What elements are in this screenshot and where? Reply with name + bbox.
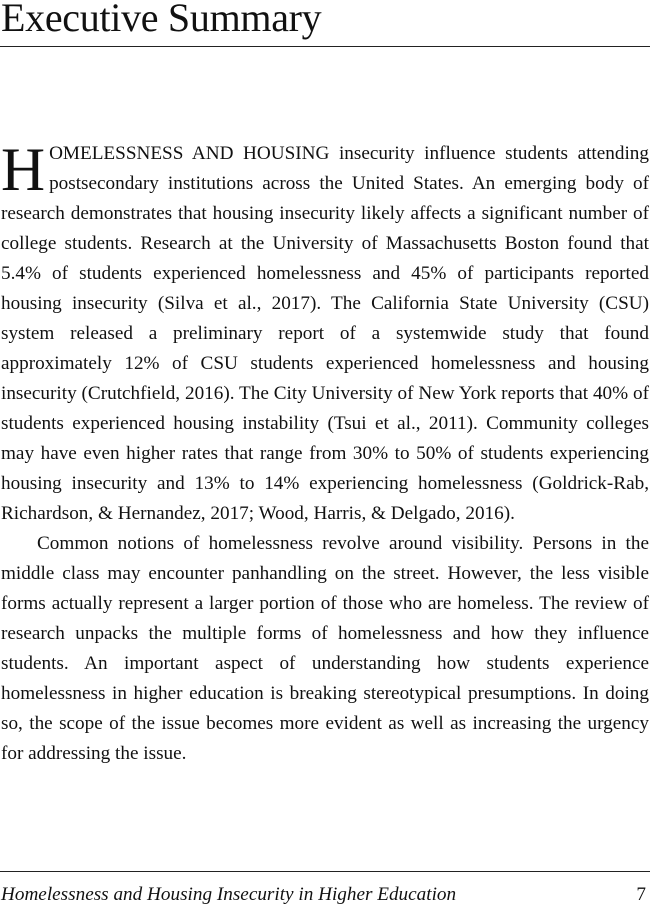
paragraph-1-text: insecurity influence students attending postsecondary institutions across the United States. An emerging body of research demonstrates that housing insecurity likely affects a significant number of college students. Research at the University of Massachusetts Boston found that 5.4% of students experienced homelessness and 45% of participants reported housing insecurity (Silva et al., 2017). The California State University (CSU) system released a preliminary report of a systemwide study that found approximately 12% of CSU students experienced homelessness and housing insecurity (Crutchfield, 2016). The City University of New York reports that 40% of students experienced housing instability (Tsui et al., 2011). Community colleges may have even higher rates that range from 30% to 50% of students experiencing housing insecurity and 13% to 14% experiencing homelessness (Goldrick-Rab, Richardson, & Hernandez, 2017; Wood, Harris, & Delgado, 2016). <box>1 143 649 524</box>
paragraph-2: Common notions of homelessness revolve around visibility. Persons in the middle class may encounter panhandling on the street. However, the less visible forms actually represent a larger portion of those who are homeless. The review of research unpacks the multiple forms of homelessness and how they influence students. An important aspect of understanding how students experience homelessness in higher education is breaking stereotypical presumptions. In doing so, the scope of the issue becomes more evident as well as increasing the urgency for addressing the issue. <box>1 533 649 764</box>
drop-cap: H <box>1 137 46 204</box>
footer-divider <box>0 871 650 872</box>
lead-in-text: OMELESSNESS AND HOUSING <box>49 143 330 164</box>
page-number: 7 <box>636 884 646 905</box>
paragraph-1 <box>1 139 649 529</box>
document-body <box>1 139 649 769</box>
header-divider <box>0 46 650 47</box>
page-title: Executive Summary <box>1 0 322 40</box>
running-footer-title: Homelessness and Housing Insecurity in Higher Education <box>1 884 457 905</box>
